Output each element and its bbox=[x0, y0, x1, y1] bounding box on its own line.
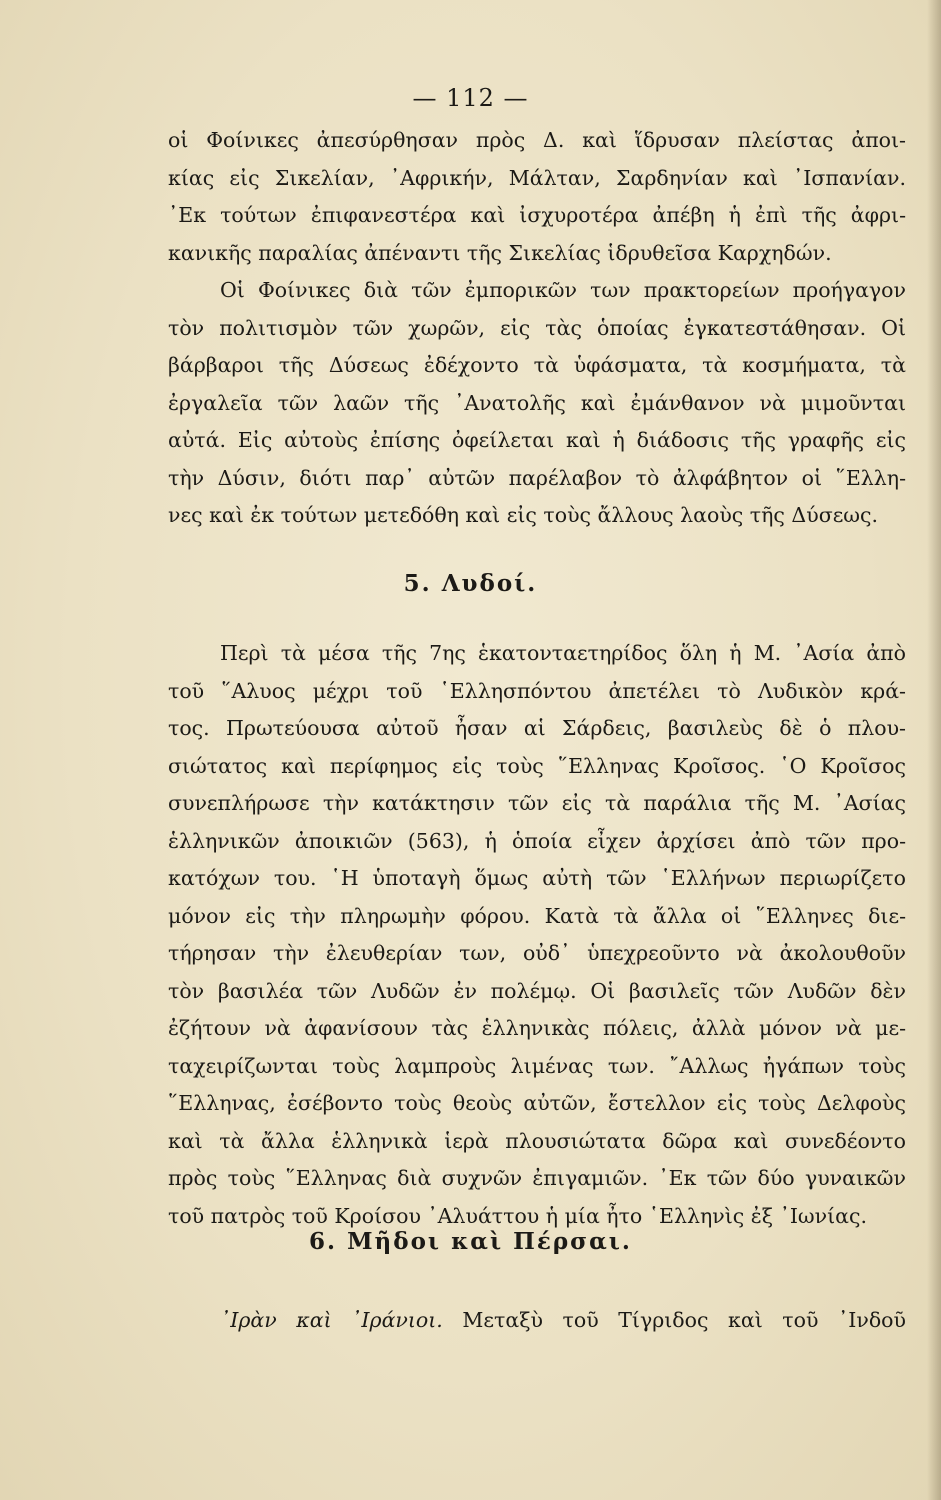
text-line: τὴν Δύσιν, διότι παρ᾿ αὐτῶν παρέλαβον τὸ ἀλφάβητον οἱ ῞Ελλη- bbox=[168, 465, 906, 490]
text-line: κανικῆς παραλίας ἀπέναντι τῆς Σικελίας ἱδρυθεῖσα Καρχηδών. bbox=[168, 240, 832, 265]
text-line: νες καὶ ἐκ τούτων μετεδόθη καὶ εἰς τοὺς ἄλλους λαοὺς τῆς Δύσεως. bbox=[168, 503, 879, 527]
text-line: τήρησαν τὴν ἐλευθερίαν των, οὐδ᾿ ὑπεχρεοῦντο νὰ ἀκολουθοῦν bbox=[168, 941, 906, 965]
text-line: οἱ Φοίνικες ἀπεσύρθησαν πρὸς Δ. καὶ ἵδρυσαν πλείστας ἀποι- bbox=[168, 128, 906, 152]
text-line: τοῦ πατρὸς τοῦ Κροίσου ᾿Αλυάττου ἡ μία ἦτο ῾Ελληνὶς ἐξ ᾿Ιωνίας. bbox=[168, 1203, 867, 1228]
text-line: σιώτατος καὶ περίφημος εἰς τοὺς ῞Ελληνας Κροῖσος. ῾Ο Κροῖσος bbox=[168, 753, 906, 778]
text-line: ταχειρίζωνται τοὺς λαμπροὺς λιμένας των. ῎Αλλως ἠγάπων τοὺς bbox=[168, 1053, 906, 1078]
text-line: συνεπλήρωσε τὴν κατάκτησιν τῶν εἰς τὰ παράλια τῆς Μ. ᾿Ασίας bbox=[168, 791, 906, 815]
text-line: αὐτά. Εἰς αὐτοὺς ἐπίσης ὀφείλεται καὶ ἡ διάδοσις τῆς γραφῆς εἰς bbox=[168, 428, 906, 452]
text-line: κίας εἰς Σικελίαν, ᾿Αφρικήν, Μάλταν, Σαρδηνίαν καὶ ᾿Ισπανίαν. bbox=[168, 165, 906, 190]
text-line: καὶ τὰ ἄλλα ἑλληνικὰ ἱερὰ πλουσιώτατα δῶρα καὶ συνεδέοντο bbox=[168, 1128, 906, 1153]
text-line: κατόχων του. ῾Η ὑποταγὴ ὅμως αὐτὴ τῶν ῾Ελλήνων περιωρίζετο bbox=[168, 866, 906, 890]
text-line: ᾿Εκ τούτων ἐπιφανεστέρα καὶ ἰσχυροτέρα ἀπέβη ἡ ἐπὶ τῆς ἀφρι- bbox=[168, 203, 906, 227]
text-line: Περὶ τὰ μέσα τῆς 7ης ἑκατονταετηρίδος ὅλη ἡ Μ. ᾿Ασία ἀπὸ bbox=[220, 641, 906, 665]
text-line: μόνον εἰς τὴν πληρωμὴν φόρου. Κατὰ τὰ ἄλλα οἱ ῞Ελληνες διε- bbox=[168, 903, 906, 928]
text-line: τος. Πρωτεύουσα αὐτοῦ ἦσαν αἱ Σάρδεις, βασιλεὺς δὲ ὁ πλου- bbox=[168, 716, 906, 740]
text-line: ῞Ελληνας, ἐσέβοντο τοὺς θεοὺς αὐτῶν, ἔστελλον εἰς τοὺς Δελφοὺς bbox=[168, 1091, 906, 1115]
text-line: πρὸς τοὺς ῞Ελληνας διὰ συχνῶν ἐπιγαμιῶν. ᾿Εκ τῶν δύο γυναικῶν bbox=[168, 1166, 906, 1190]
section-heading-medes-persians: 6. Μῆδοι καὶ Πέρσαι. bbox=[309, 1228, 632, 1255]
text-line: τοῦ ῞Αλυος μέχρι τοῦ ῾Ελλησπόντου ἀπετέλει τὸ Λυδικὸν κρά- bbox=[168, 678, 906, 703]
text-line: ἐργαλεῖα τῶν λαῶν τῆς ᾿Ανατολῆς καὶ ἐμάνθανον νὰ μιμοῦνται bbox=[168, 390, 906, 415]
text-line bbox=[168, 1302, 906, 1340]
paragraph-lydians bbox=[168, 635, 906, 1235]
section-heading-lydians: 5. Λυδοί. bbox=[403, 570, 538, 597]
text-line: τὸν βασιλέα τῶν Λυδῶν ἐν πολέμῳ. Οἱ βασιλεῖς τῶν Λυδῶν δὲν bbox=[168, 978, 906, 1003]
text-run: Μεταξὺ τοῦ Τίγριδος καὶ τοῦ ᾿Ινδοῦ bbox=[462, 1308, 906, 1332]
text-line: ἑλληνικῶν ἀποικιῶν (563), ἡ ὁποία εἶχεν ἀρχίσει ἀπὸ τῶν προ- bbox=[168, 828, 906, 853]
italic-lead: ᾿Ιρὰν καὶ ᾿Ιράνιοι. bbox=[220, 1308, 443, 1332]
page-number: — 112 — bbox=[412, 84, 529, 112]
page-edge-shadow bbox=[927, 0, 941, 1500]
text-line: ἐζήτουν νὰ ἀφανίσουν τὰς ἑλληνικὰς πόλεις, ἀλλὰ μόνον νὰ με- bbox=[168, 1016, 906, 1040]
paragraph-iran bbox=[168, 1302, 906, 1340]
text-line: τὸν πολιτισμὸν τῶν χωρῶν, εἰς τὰς ὁποίας ἐγκατεστάθησαν. Οἱ bbox=[168, 315, 906, 340]
text-line: Οἱ Φοίνικες διὰ τῶν ἐμπορικῶν των πρακτορείων προήγαγον bbox=[220, 278, 906, 302]
text-line: βάρβαροι τῆς Δύσεως ἐδέχοντο τὰ ὑφάσματα, τὰ κοσμήματα, τὰ bbox=[168, 353, 906, 377]
paragraph-phoenicians bbox=[168, 122, 906, 535]
